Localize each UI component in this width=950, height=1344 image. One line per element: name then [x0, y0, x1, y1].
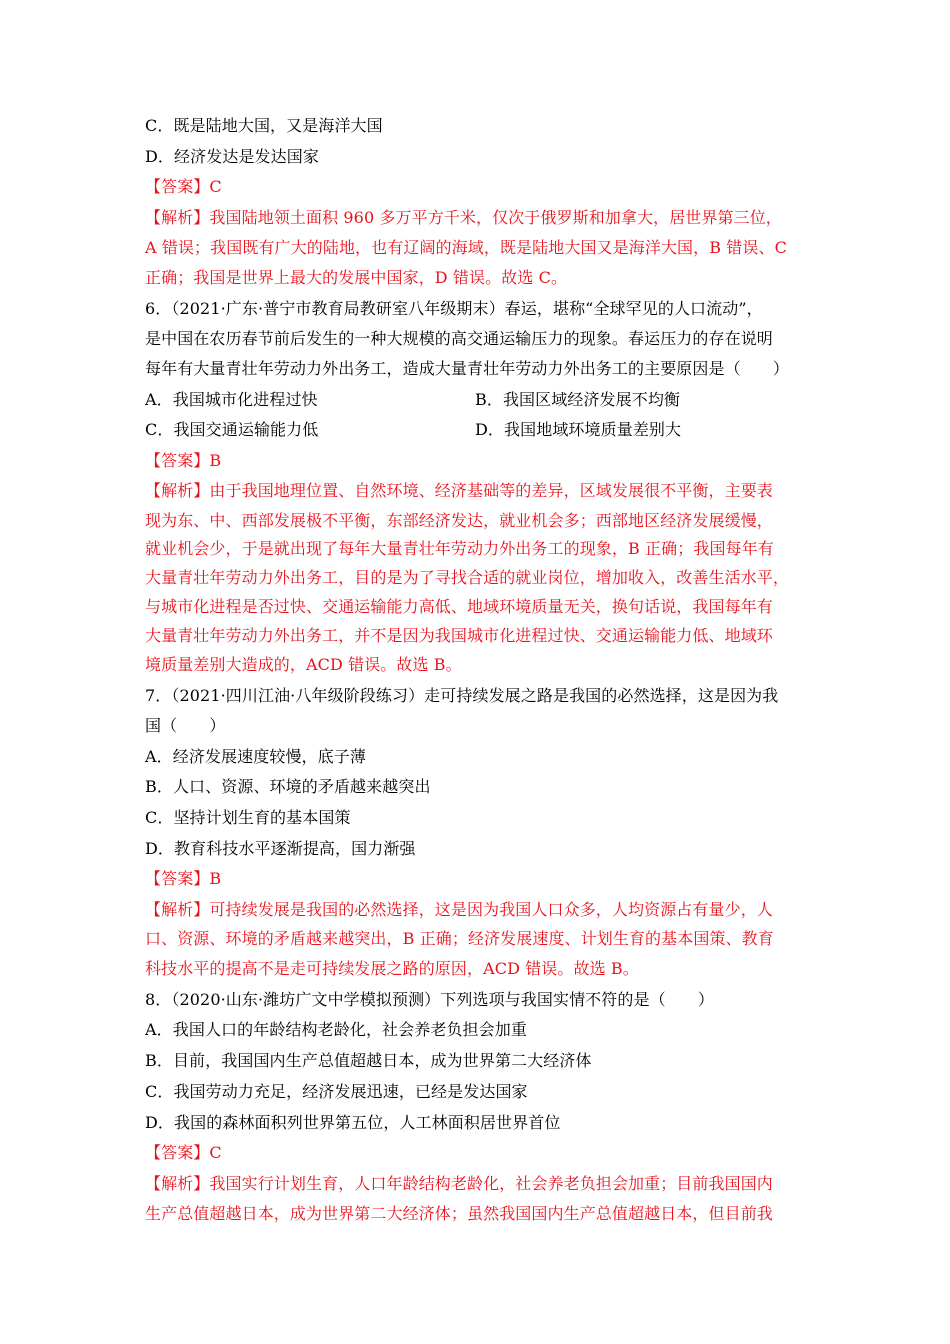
option-a: A．我国城市化进程过快 [145, 390, 318, 409]
option-a: A．经济发展速度较慢，底子薄 [145, 747, 366, 766]
option-b: B．人口、资源、环境的矛盾越来越突出 [145, 777, 431, 796]
question-stem: 每年有大量青壮年劳动力外出务工，造成大量青壮年劳动力外出务工的主要原因是（ ） [145, 359, 790, 378]
option-d: D．教育科技水平逐渐提高，国力渐强 [145, 839, 416, 858]
option-a: A．我国人口的年龄结构老龄化，社会养老负担会加重 [145, 1020, 527, 1039]
answer-label: 【答案】C [145, 1143, 222, 1162]
question-stem: 国（ ） [145, 716, 226, 735]
option-c: C．坚持计划生育的基本国策 [145, 808, 351, 827]
question-stem: 8．（2020·山东·潍坊广文中学模拟预测）下列选项与我国实情不符的是（ ） [145, 990, 714, 1009]
option-b: B．目前，我国国内生产总值超越日本，成为世界第二大经济体 [145, 1051, 592, 1070]
option-d: D．我国的森林面积列世界第五位，人工林面积居世界首位 [145, 1113, 561, 1132]
analysis-line: 大量青壮年劳动力外出务工，并不是因为我国城市化进程过快、交通运输能力低、地域环 [145, 626, 773, 645]
analysis-line: 【解析】我国陆地领土面积 960 多万平方千米，仅次于俄罗斯和加拿大，居世界第三位， [145, 208, 782, 227]
answer-label: 【答案】C [145, 177, 222, 196]
analysis-line: 【解析】可持续发展是我国的必然选择，这是因为我国人口众多，人均资源占有量少，人 [145, 900, 773, 919]
analysis-line: 与城市化进程是否过快、交通运输能力高低、地域环境质量无关，换句话说，我国每年有 [145, 597, 773, 616]
analysis-line: 现为东、中、西部发展极不平衡，东部经济发达，就业机会多；西部地区经济发展缓慢， [145, 511, 773, 530]
option-c: C．我国劳动力充足，经济发展迅速，已经是发达国家 [145, 1082, 528, 1101]
question-stem: 是中国在农历春节前后发生的一种大规模的高交通运输压力的现象。春运压力的存在说明 [145, 329, 773, 348]
analysis-line: 大量青壮年劳动力外出务工，目的是为了寻找合适的就业岗位，增加收入，改善生活水平， [145, 568, 790, 587]
option-b: B．我国区域经济发展不均衡 [475, 390, 681, 409]
analysis-line: 【解析】由于我国地理位置、自然环境、经济基础等的差异，区域发展很不平衡，主要表 [145, 481, 773, 500]
analysis-line: 【解析】我国实行计划生育，人口年龄结构老龄化，社会养老负担会加重；目前我国国内 [145, 1174, 773, 1193]
analysis-line: 科技水平的提高不是走可持续发展之路的原因，ACD 错误。故选 B。 [145, 959, 639, 978]
question-stem: 6．（2021·广东·普宁市教育局教研室八年级期末）春运，堪称“全球罕见的人口流动”， [145, 299, 763, 318]
option-c: C．我国交通运输能力低 [145, 420, 319, 439]
analysis-line: 口、资源、环境的矛盾越来越突出，B 正确；经济发展速度、计划生育的基本国策、教育 [145, 929, 774, 948]
option-d: D．经济发达是发达国家 [145, 147, 319, 166]
analysis-line: 生产总值超越日本，成为世界第二大经济体；虽然我国国内生产总值超越日本，但目前我 [145, 1204, 773, 1223]
option-d: D．我国地域环境质量差别大 [475, 420, 682, 439]
analysis-line: 正确；我国是世界上最大的发展中国家，D 错误。故选 C。 [145, 268, 568, 287]
option-c: C．既是陆地大国，又是海洋大国 [145, 116, 383, 135]
analysis-line: 境质量差别大造成的，ACD 错误。故选 B。 [145, 655, 462, 674]
answer-label: 【答案】B [145, 451, 222, 470]
analysis-line: A 错误；我国既有广大的陆地，也有辽阔的海域，既是陆地大国又是海洋大国，B 错误、C [145, 238, 787, 257]
analysis-line: 就业机会少，于是就出现了每年大量青壮年劳动力外出务工的现象，B 正确；我国每年有 [145, 539, 774, 558]
answer-label: 【答案】B [145, 869, 222, 888]
question-stem: 7．（2021·四川江油·八年级阶段练习）走可持续发展之路是我国的必然选择，这是因为我 [145, 686, 779, 705]
